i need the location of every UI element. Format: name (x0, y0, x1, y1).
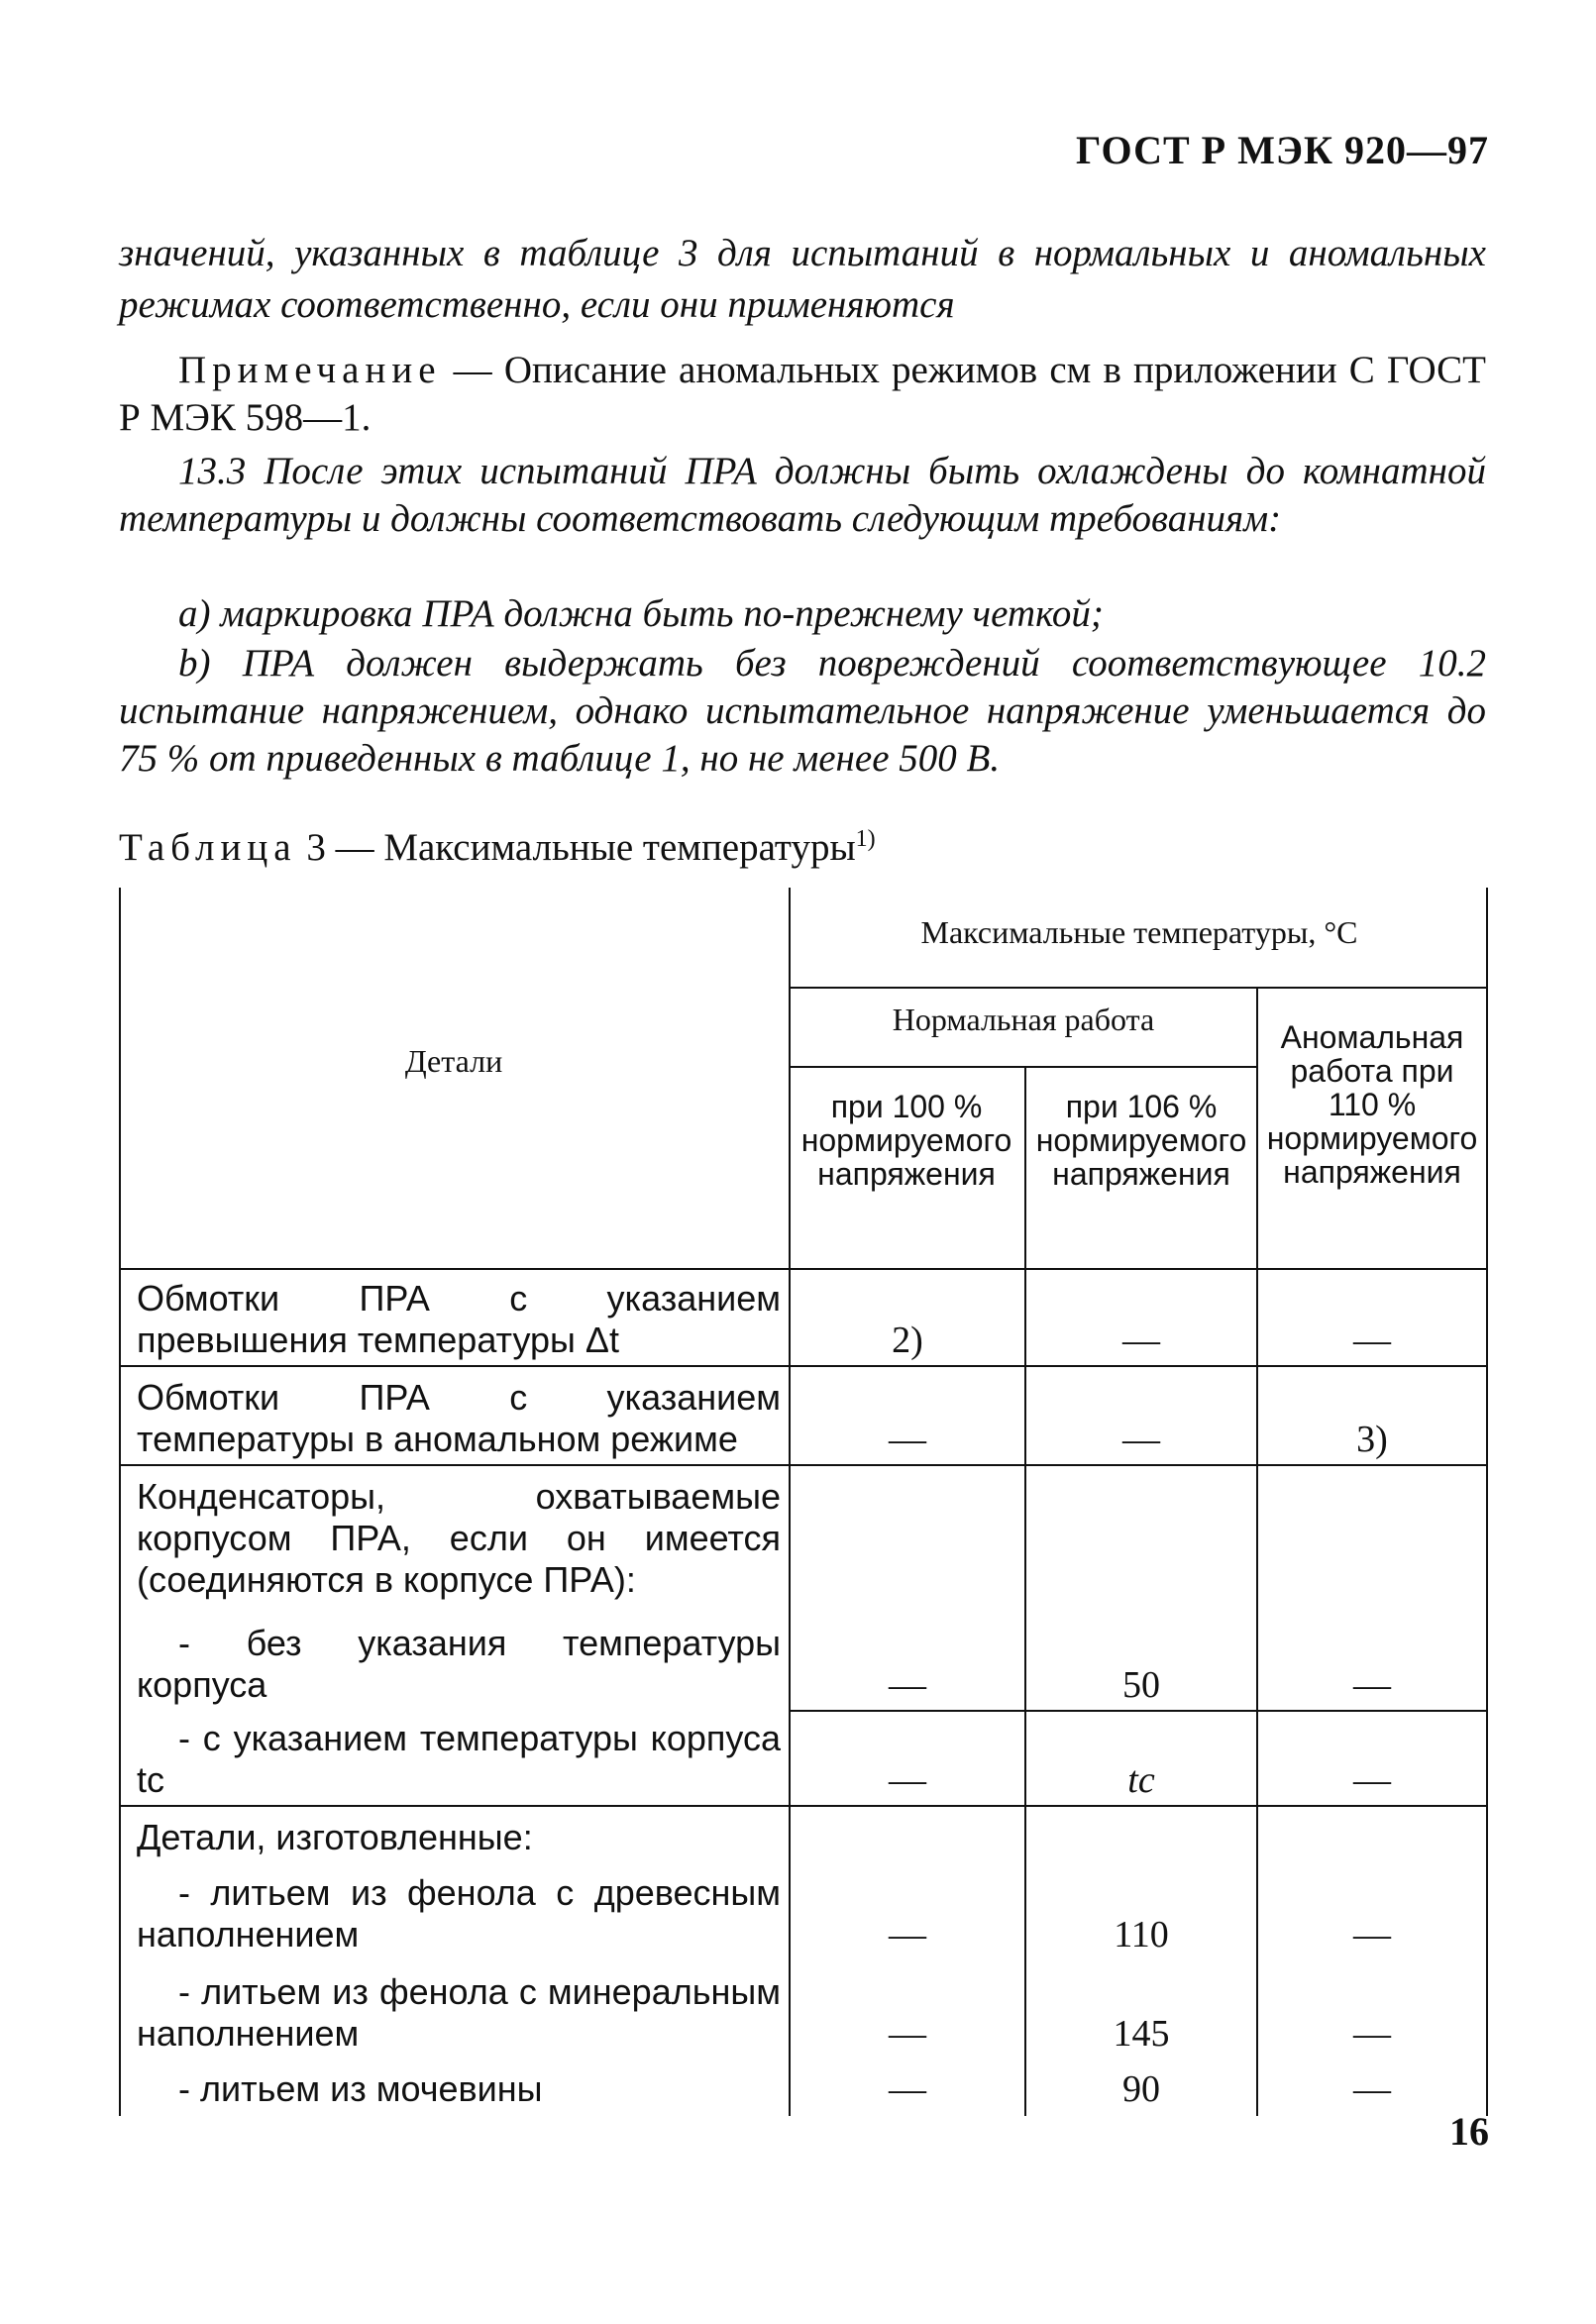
note-text: — Описание аномальных режимов см в приложении С ГОСТ Р МЭК 598—1. (119, 349, 1486, 439)
row-label-parts-made: Детали, изготовленные: (137, 1817, 533, 1857)
table-title-label: Таблица (119, 826, 297, 869)
table-divider-106 (1024, 1066, 1026, 2116)
row-value-c106: 90 (1122, 2068, 1160, 2110)
row-value-c106: 110 (1114, 1914, 1169, 1955)
table-title (119, 824, 876, 872)
header-max-temps: Максимальные температуры, °С (920, 914, 1358, 950)
row-value-c100: — (889, 1914, 926, 1955)
row-value-c100: — (889, 1759, 926, 1801)
row-label-phenol-mineral: - литьем из фенола с минеральным наполнением (137, 1971, 781, 2054)
row-value-c110: 3) (1356, 1419, 1388, 1460)
row-value-c106: 50 (1122, 1664, 1160, 1706)
row-value-c110: — (1353, 1759, 1391, 1801)
table-rule-row1 (119, 1365, 1488, 1367)
table-title-footnote: 1) (855, 826, 876, 852)
row-label-phenol-wood: - литьем из фенола с древесным наполнением (137, 1872, 781, 1954)
row-label-capacitors: Конденсаторы, охватываемые корпусом ПРА, если он имеется (соединяются в корпусе ПРА): (137, 1476, 781, 1600)
table-border-right (1486, 888, 1488, 2116)
header-normal: Нормальная работа (892, 1002, 1155, 1037)
row-value-c106: 145 (1113, 2013, 1170, 2055)
row-value-c100: 2) (892, 1320, 923, 1361)
row-value-c100: — (889, 2013, 926, 2055)
clause-item-b: b) ПРА должен выдержать без повреждений соответствующее 10.2 испытание напряжением, однако испытательное напряжение уменьшается до 75 % от приведенных в таблице 1, но не менее 500 В. (119, 642, 1486, 780)
table-rule-maxtemp (789, 987, 1488, 989)
clause-item-a: a) маркировка ПРА должна быть по-прежнему четкой; (178, 592, 1104, 635)
header-col-106: при 106 % нормируемого напряжения (1035, 1089, 1247, 1192)
table-rule-row2 (119, 1464, 1488, 1466)
table-rule-row3a (789, 1710, 1488, 1712)
paragraph-continuation: значений, указанных в таблице 3 для испытаний в нормальных и аномальных режимах соответственно, если они применяются (119, 232, 1486, 326)
page-number: 16 (1449, 2109, 1489, 2154)
table-rule-row3 (119, 1805, 1488, 1807)
row-value-c106: — (1122, 1320, 1160, 1361)
row-value-c106: — (1122, 1419, 1160, 1460)
row-value-c106: tc (1127, 1759, 1155, 1801)
table-rule-header-bottom (119, 1268, 1488, 1270)
header-abnormal: Аномальная работа при 110 % нормируемого напряжения (1266, 1019, 1478, 1190)
row-value-c110: — (1353, 1914, 1391, 1955)
table-rule-normal (789, 1066, 1258, 1068)
row-value-c100: — (889, 1419, 926, 1460)
clause-13-3: 13.3 После этих испытаний ПРА должны быть охлаждены до комнатной температуры и должны соответствовать следующим требованиям: (119, 450, 1486, 540)
document-header: ГОСТ Р МЭК 920—97 (1076, 128, 1489, 172)
row-value-c100: — (889, 1664, 926, 1706)
row-value-c110: — (1353, 1320, 1391, 1361)
note-paragraph (119, 347, 1486, 442)
row-value-c100: — (889, 2068, 926, 2110)
row-value-c110: — (1353, 1664, 1391, 1706)
table-title-text: 3 — Максимальные температуры (296, 826, 856, 869)
note-label: Примечание (178, 349, 442, 391)
row-value-c110: — (1353, 2068, 1391, 2110)
header-col-100: при 100 % нормируемого напряжения (800, 1089, 1012, 1192)
row-label-case-temp: - с указанием температуры корпуса tc (137, 1718, 781, 1800)
row-label-urea: - литьем из мочевины (178, 2068, 543, 2109)
row-label-windings-dt: Обмотки ПРА с указанием превышения температуры Δt (137, 1278, 781, 1360)
row-label-no-case-temp: - без указания температуры корпуса (137, 1623, 781, 1705)
row-value-c110: — (1353, 2013, 1391, 2055)
header-details: Детали (404, 1043, 503, 1079)
row-label-windings-abnormal: Обмотки ПРА с указанием температуры в аномальном режиме (137, 1377, 781, 1459)
